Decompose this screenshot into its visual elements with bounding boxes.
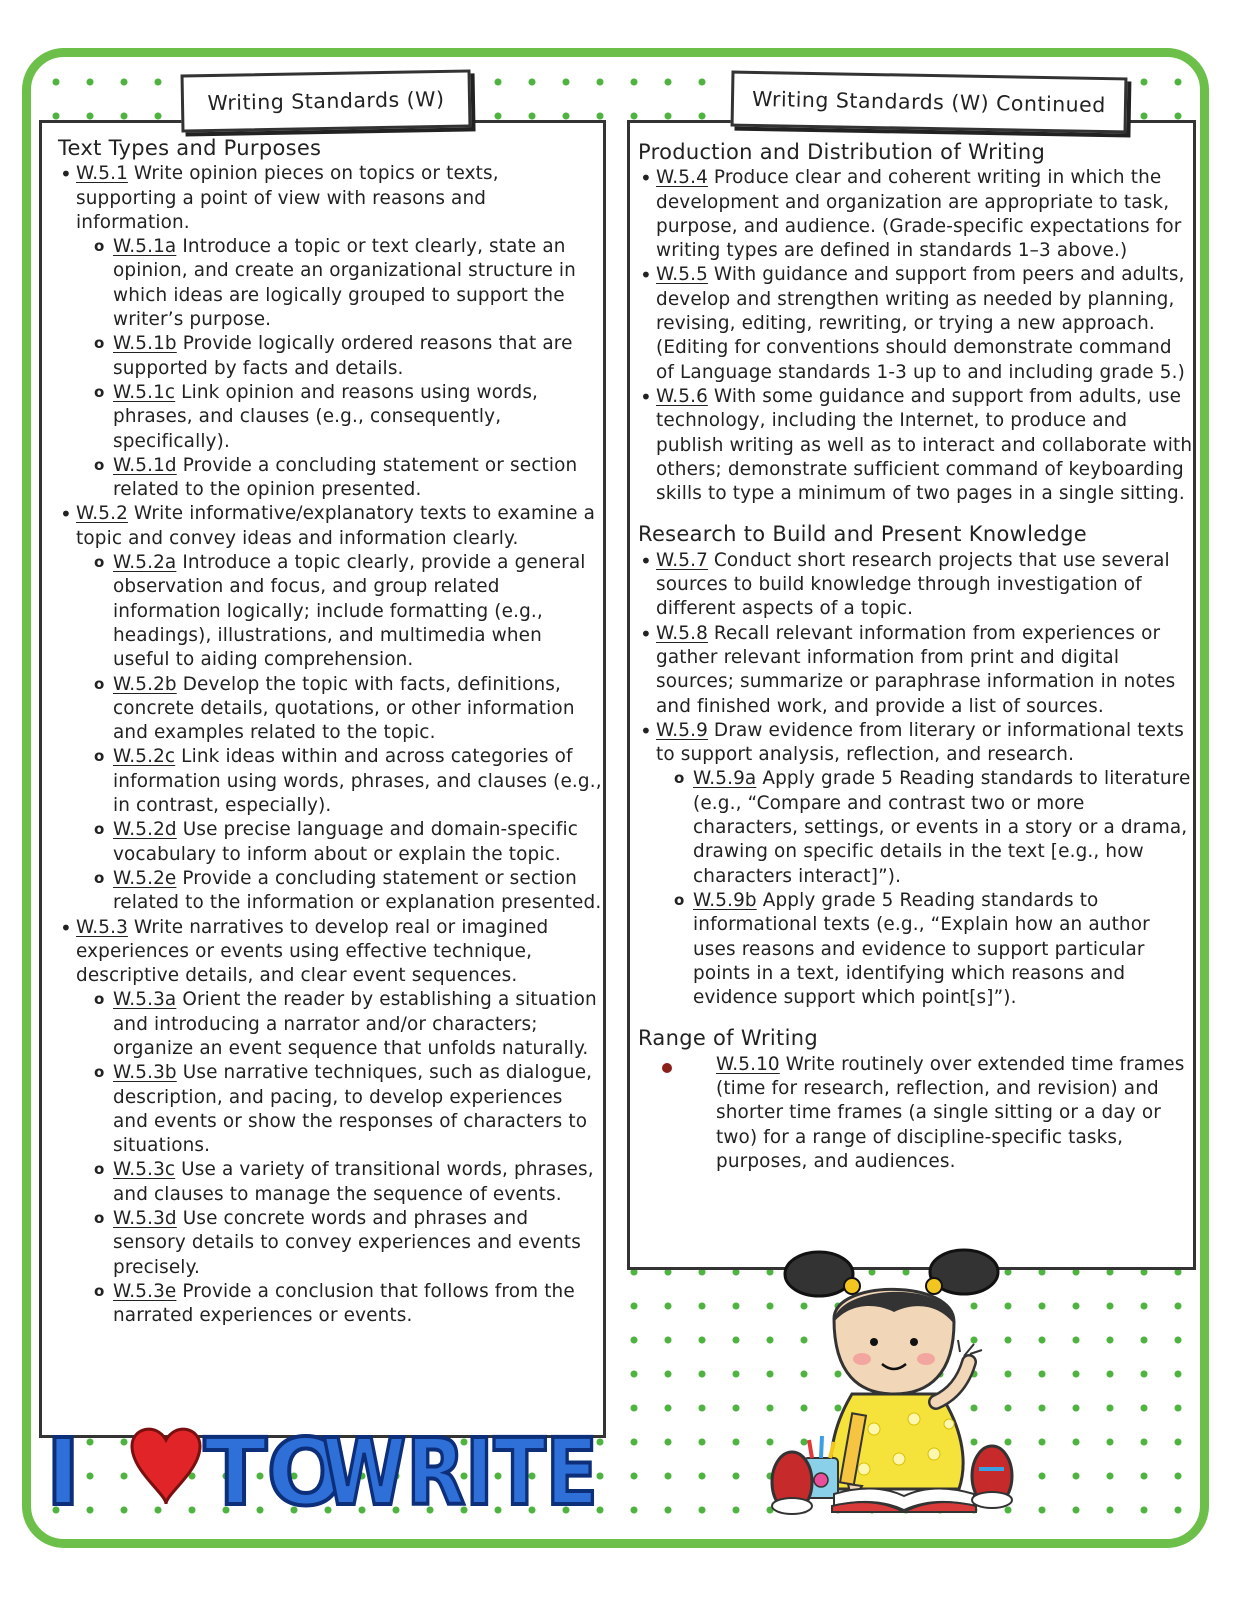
sub-standard-item: o W.5.2a Introduce a topic clearly, provide a general observation and focus, and group related information logically; include formatting (e.g., headings), illustrations, and multimedia when useful to aiding comprehension. bbox=[58, 551, 603, 672]
sub-standard-item: o W.5.1d Provide a concluding statement or section related to the opinion presented. bbox=[58, 454, 603, 503]
standard-item: • W.5.7 Conduct short research projects that use several sources to build knowledge through investigation of different aspects of a topic. bbox=[638, 549, 1193, 622]
left-tab-label: Writing Standards (W) bbox=[181, 69, 472, 132]
sub-standard-item: o W.5.2e Provide a concluding statement or section related to the information or explanation presented. bbox=[58, 867, 603, 916]
standard-item: • W.5.8 Recall relevant information from experiences or gather relevant information from print and digital sources; summarize or paraphrase information in notes and finished work, and provide a list of sources. bbox=[638, 622, 1193, 719]
standard-item: • W.5.6 With some guidance and support from adults, use technology, including the Internet, to produce and publish writing as well as to interact and collaborate with others; demonstrate sufficient command of keyboarding skills to type a minimum of two pages in a single sitting. bbox=[638, 385, 1193, 506]
left-content bbox=[58, 136, 603, 1329]
sub-standard-item: o W.5.2b Develop the topic with facts, definitions, concrete details, quotations, or other information and examples related to the topic. bbox=[58, 673, 603, 746]
sub-standard-item: o W.5.1b Provide logically ordered reasons that are supported by facts and details. bbox=[58, 332, 603, 381]
sub-standard-item: o W.5.1c Link opinion and reasons using words, phrases, and clauses (e.g., consequently, specifically). bbox=[58, 381, 603, 454]
sub-standard-item: o W.5.3c Use a variety of transitional words, phrases, and clauses to manage the sequence of events. bbox=[58, 1158, 603, 1207]
bullet-dot bbox=[662, 1063, 672, 1073]
heart-icon bbox=[132, 1429, 200, 1504]
standard-item: • W.5.4 Produce clear and coherent writing in which the development and organization are appropriate to task, purpose, and audience. (Grade-specific expectations for writing types are defined in standards 1–3 above.) bbox=[638, 166, 1193, 263]
girl-writing-illustration bbox=[764, 1244, 1054, 1524]
sub-standard-item: o W.5.2c Link ideas within and across categories of information using words, phrases, and clauses (e.g., in contrast, especially). bbox=[58, 745, 603, 818]
face-icon bbox=[834, 1289, 954, 1394]
section-heading: Production and Distribution of Writing bbox=[638, 140, 1046, 164]
sub-standard-item: o W.5.3a Orient the reader by establishing a situation and introducing a narrator and/or characters; organize an event sequence that unfolds naturally. bbox=[58, 988, 603, 1061]
standard-item: • W.5.5 With guidance and support from peers and adults, develop and strengthen writing as needed by planning, revising, editing, rewriting, or trying a new approach. (Editing for conventions should demonstrate command of Language standards 1-3 up to and including grade 5.) bbox=[638, 263, 1193, 384]
standard-code: W.5.1 bbox=[76, 163, 128, 185]
standard-item: • W.5.2 Write informative/explanatory texts to examine a topic and convey ideas and information clearly. bbox=[58, 502, 603, 551]
standard-item: • W.5.9 Draw evidence from literary or informational texts to support analysis, reflection, and research. bbox=[638, 719, 1193, 768]
sub-standard-item: o W.5.9b Apply grade 5 Reading standards to informational texts (e.g., “Explain how an author uses reasons and evidence to support particular points in a text, identifying which reasons and evidence support which point[s]”). bbox=[638, 889, 1193, 1010]
standard-item: • W.5.1 Write opinion pieces on topics or texts, supporting a point of view with reasons and information. bbox=[58, 162, 603, 235]
standard-item: W.5.10 Write routinely over extended time frames (time for research, reflection, and revision) and shorter time frames (a single sitting or a day or two) for a range of discipline-specific tasks, purposes, and audiences. bbox=[638, 1053, 1193, 1174]
section-heading: Text Types and Purposes bbox=[58, 136, 322, 160]
banner-word-i: I bbox=[46, 1419, 81, 1526]
banner-word-to: TO bbox=[204, 1419, 345, 1526]
sub-standard-item: o W.5.3b Use narrative techniques, such as dialogue, description, and pacing, to develop experiences and events or show the responses of characters to situations. bbox=[58, 1061, 603, 1158]
right-content bbox=[638, 140, 1193, 1174]
standard-item: • W.5.3 Write narratives to develop real or imagined experiences or events using effective technique, descriptive details, and clear event sequences. bbox=[58, 916, 603, 989]
sub-standard-item: o W.5.3d Use concrete words and phrases and sensory details to convey experiences and events precisely. bbox=[58, 1207, 603, 1280]
sub-standard-item: o W.5.2d Use precise language and domain-specific vocabulary to inform about or explain the topic. bbox=[58, 818, 603, 867]
section-heading: Research to Build and Present Knowledge bbox=[638, 522, 1087, 547]
section-heading: Range of Writing bbox=[638, 1026, 818, 1051]
sub-standard-item: o W.5.3e Provide a conclusion that follows from the narrated experiences or events. bbox=[58, 1280, 603, 1329]
banner-word-write: WRITE bbox=[322, 1419, 598, 1526]
i-love-to-write-banner bbox=[44, 1416, 604, 1526]
sub-standard-item: o W.5.9a Apply grade 5 Reading standards to literature (e.g., “Compare and contrast two or more characters, settings, or events in a story or a drama, drawing on specific details in the text [e.g., how characters interact]”). bbox=[638, 767, 1193, 888]
right-tab-label: Writing Standards (W) Continued bbox=[731, 71, 1128, 134]
sub-standard-item: o W.5.1a Introduce a topic or text clearly, state an opinion, and create an organizational structure in which ideas are logically grouped to support the writer’s purpose. bbox=[58, 235, 603, 332]
